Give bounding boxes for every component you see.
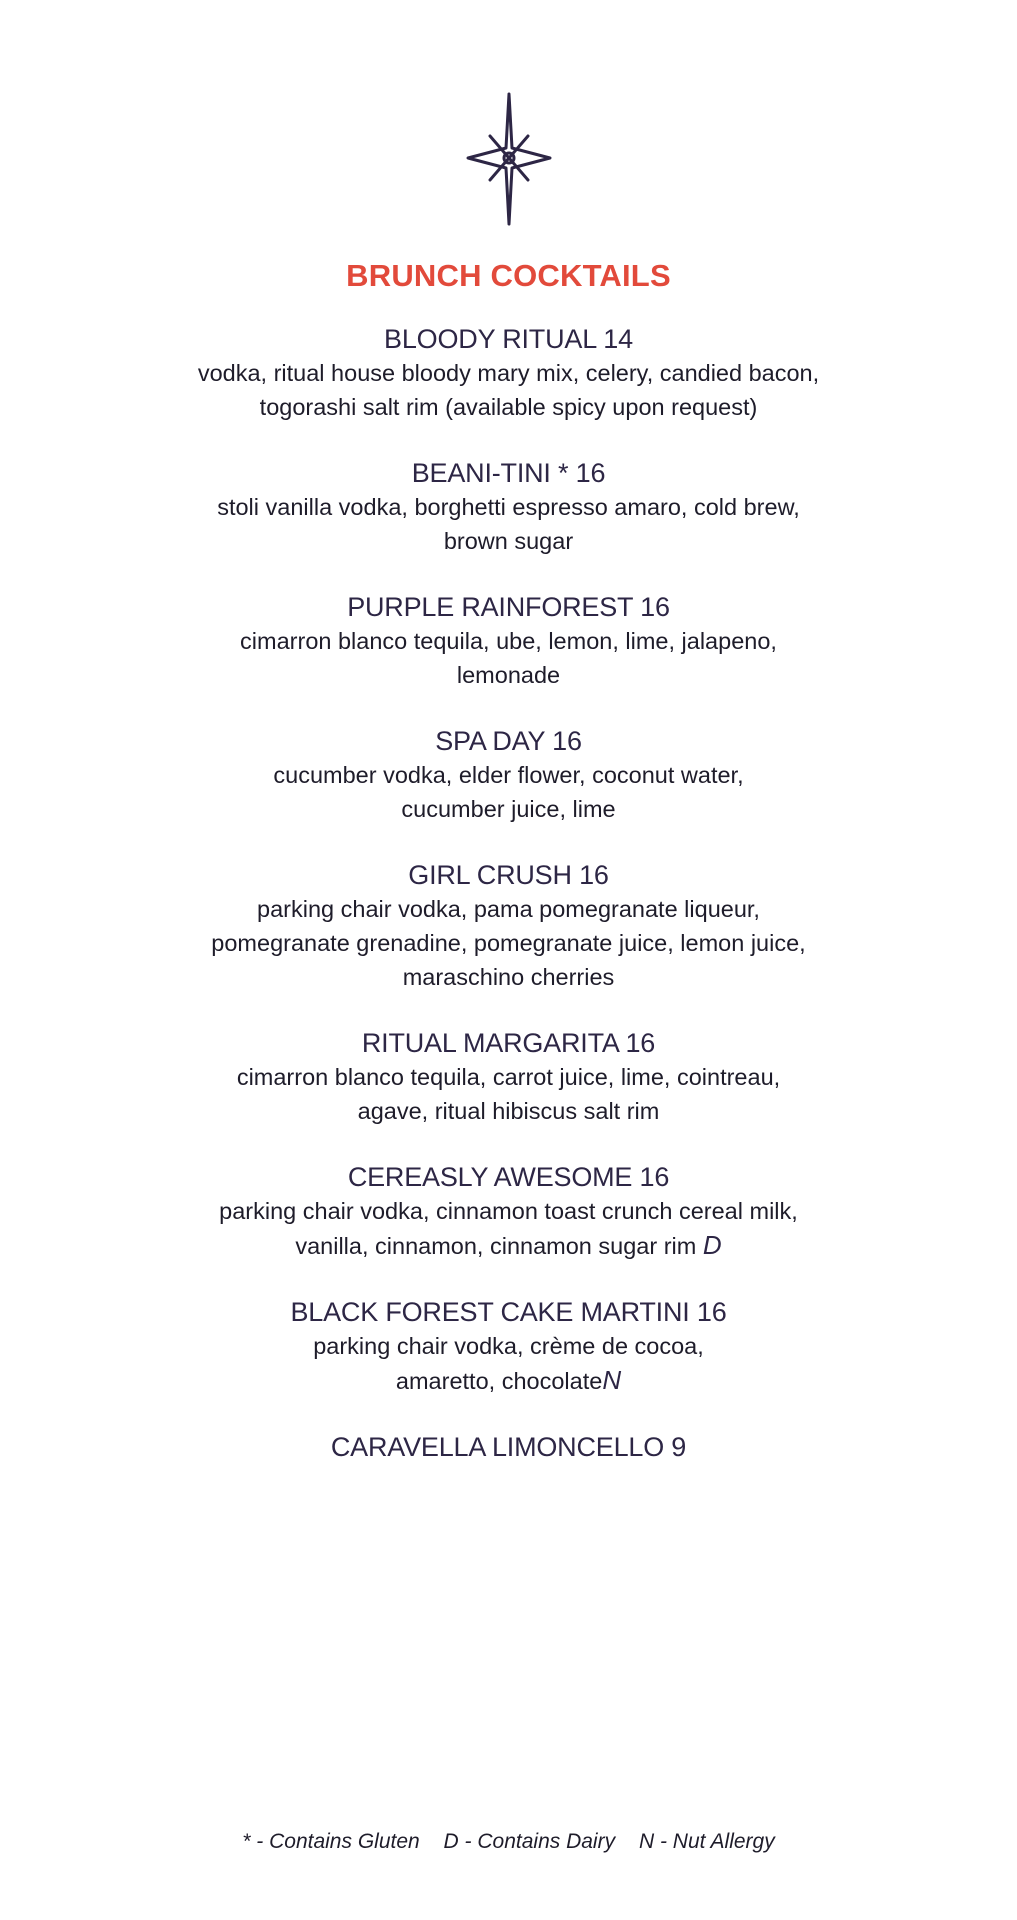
description-text: vanilla, cinnamon, cinnamon sugar rim xyxy=(295,1233,697,1259)
description-line: brown sugar xyxy=(443,528,574,554)
item-description xyxy=(0,892,1017,994)
item-name: SPA DAY 16 xyxy=(435,726,582,756)
section-title: BRUNCH COCKTAILS xyxy=(346,258,671,293)
description-line: agave, ritual hibiscus salt rim xyxy=(357,1098,660,1124)
menu-item xyxy=(0,724,1017,826)
item-name: CARAVELLA LIMONCELLO 9 xyxy=(330,1432,687,1462)
description-line: cucumber juice, lime xyxy=(401,796,616,822)
item-description xyxy=(0,624,1017,692)
nut-tag: N xyxy=(602,1365,622,1395)
description-text: amaretto, chocolate xyxy=(395,1368,603,1394)
item-name: RITUAL MARGARITA 16 xyxy=(361,1028,656,1058)
menu-item xyxy=(0,1160,1017,1263)
cocktail-menu xyxy=(0,322,1017,1496)
item-description xyxy=(0,1329,1017,1398)
description-line xyxy=(150,1363,867,1398)
description-line: vodka, ritual house bloody mary mix, celery, candied bacon, xyxy=(197,360,820,386)
item-description xyxy=(0,490,1017,558)
description-line: cimarron blanco tequila, carrot juice, lime, cointreau, xyxy=(236,1064,781,1090)
description-line: parking chair vodka, cinnamon toast crunch cereal milk, xyxy=(219,1198,798,1224)
item-name: GIRL CRUSH 16 xyxy=(408,860,609,890)
menu-item xyxy=(0,1295,1017,1398)
dairy-legend: D - Contains Dairy xyxy=(443,1830,616,1853)
allergen-legend xyxy=(0,1830,1017,1854)
item-description xyxy=(0,758,1017,826)
description-line: parking chair vodka, crème de cocoa, xyxy=(313,1333,704,1359)
menu-item xyxy=(0,322,1017,424)
item-name: PURPLE RAINFOREST 16 xyxy=(347,592,670,622)
item-name: BLACK FOREST CAKE MARTINI 16 xyxy=(290,1297,727,1327)
description-line: togorashi salt rim (available spicy upon request) xyxy=(259,394,758,420)
item-description xyxy=(0,1194,1017,1263)
menu-item xyxy=(0,590,1017,692)
description-line xyxy=(150,1228,867,1263)
description-line: maraschino cherries xyxy=(402,964,615,990)
item-name: BLOODY RITUAL 14 xyxy=(384,324,633,354)
description-line: cucumber vodka, elder flower, coconut water, xyxy=(273,762,744,788)
description-line: lemonade xyxy=(456,662,561,688)
item-name: BEANI-TINI * 16 xyxy=(411,458,606,488)
description-line: parking chair vodka, pama pomegranate liqueur, xyxy=(257,896,760,922)
description-line: stoli vanilla vodka, borghetti espresso amaro, cold brew, xyxy=(217,494,800,520)
description-line: pomegranate grenadine, pomegranate juice, lemon juice, xyxy=(211,930,806,956)
menu-item xyxy=(0,858,1017,994)
gluten-legend: * - Contains Gluten xyxy=(242,1830,420,1853)
four-point-star-icon xyxy=(464,90,554,228)
description-line: cimarron blanco tequila, ube, lemon, lime, jalapeno, xyxy=(240,628,777,654)
item-description xyxy=(0,356,1017,424)
item-description xyxy=(0,1060,1017,1128)
item-name: CEREASLY AWESOME 16 xyxy=(347,1162,670,1192)
menu-item xyxy=(0,456,1017,558)
menu-item xyxy=(0,1430,1017,1464)
dairy-tag: D xyxy=(702,1230,722,1260)
nut-legend: N - Nut Allergy xyxy=(638,1830,775,1853)
menu-item xyxy=(0,1026,1017,1128)
